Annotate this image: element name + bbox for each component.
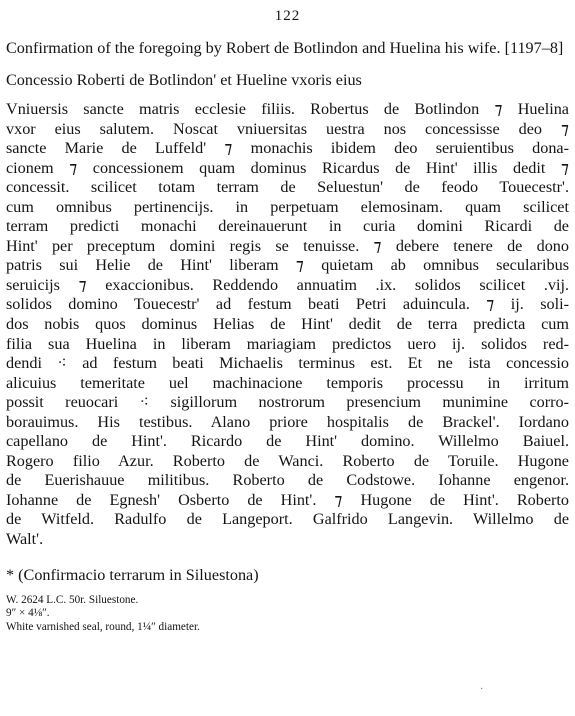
seal-description: White varnished seal, round, 1¼″ diameter. bbox=[6, 620, 200, 633]
archival-notes bbox=[6, 594, 569, 635]
charter-line: solidos domino Touecestr' ad festum beati Petri aduincula. ⁊ ij. soli- bbox=[6, 295, 569, 314]
archival-reference: W. 2624 L.C. 50r. Siluestone. bbox=[6, 593, 139, 606]
charter-line: Vniuersis sancte matris ecclesie filiis. Robertus de Botlindon ⁊ Huelina bbox=[6, 100, 569, 118]
charter-line: dendi ⁖ ad festum beati Michaelis terminus est. Et ne ista concessio bbox=[6, 354, 569, 373]
charter-line: de Witfeld. Radulfo de Langeport. Galfrido Langevin. Willelmo de bbox=[6, 510, 569, 529]
charter-line: de Euerishauue militibus. Roberto de Codstowe. Iohanne engenor. bbox=[6, 471, 569, 490]
charter-line: concessit. scilicet totam terram de Seluestun' de feodo Touecestr'. bbox=[6, 178, 569, 197]
charter-summary: Confirmation of the foregoing by Robert de Botlindon and Huelina his wife. [1197–8] bbox=[6, 39, 564, 57]
charter-line: cionem ⁊ concessionem quam dominus Ricardus de Hint' illis dedit ⁊ bbox=[6, 158, 569, 177]
charter-line: cum omnibus pertinencijs. in perpetuam elemosinam. quam scilicet bbox=[6, 197, 569, 216]
charter-line: possit reuocari ⁖ sigillorum nostrorum presencium munimine corro- bbox=[6, 393, 569, 412]
charter-line: sancte Marie de Luffeld' ⁊ monachis ibidem deo seruientibus dona- bbox=[6, 139, 569, 158]
charter-line: Hint' per preceptum domini regis se tenuisse. ⁊ debere tenere de dono bbox=[6, 236, 569, 255]
charter-line: filia sua Huelina in liberam mariagiam predictos uero ij. solidos red- bbox=[6, 334, 569, 353]
charter-line: Walt'. bbox=[6, 530, 44, 549]
rubric-note: * (Confirmacio terrarum in Siluestona) bbox=[6, 565, 259, 584]
charter-line: dos nobis quos dominus Helias de Hint' dedit de terra predicta cum bbox=[6, 315, 569, 334]
charter-line: Rogero filio Azur. Roberto de Wanci. Roberto de Toruile. Hugone bbox=[6, 451, 569, 470]
stray-mark: · bbox=[480, 684, 484, 695]
charter-line: alicuius temeritate uel machinacione temporis processu in irritum bbox=[6, 373, 569, 392]
charter-text bbox=[6, 100, 569, 550]
charter-dimensions: 9″ × 4⅛″. bbox=[6, 607, 50, 620]
page-number: 122 bbox=[274, 8, 301, 24]
charter-heading: Concessio Roberti de Botlindon' et Hueline vxoris eius bbox=[6, 71, 362, 89]
charter-line: borauimus. His testibus. Alano priore hospitalis de Brackel'. Iordano bbox=[6, 412, 569, 431]
charter-line: capellano de Hint'. Ricardo de Hint' domino. Willelmo Baiuel. bbox=[6, 432, 569, 451]
charter-line: Iohanne de Egnesh' Osberto de Hint'. ⁊ Hugone de Hint'. Roberto bbox=[6, 490, 569, 509]
charter-line: patris sui Helie de Hint' liberam ⁊ quietam ab omnibus secularibus bbox=[6, 256, 569, 275]
charter-line: terram predicti monachi dereinauerunt in curia domini Ricardi de bbox=[6, 217, 569, 236]
charter-line: seruicijs ⁊ exaccionibus. Reddendo annuatim .ix. solidos scilicet .vij. bbox=[6, 275, 569, 294]
charter-line: vxor eius salutem. Noscat vniuersitas uestra nos concessisse deo ⁊ bbox=[6, 119, 569, 138]
